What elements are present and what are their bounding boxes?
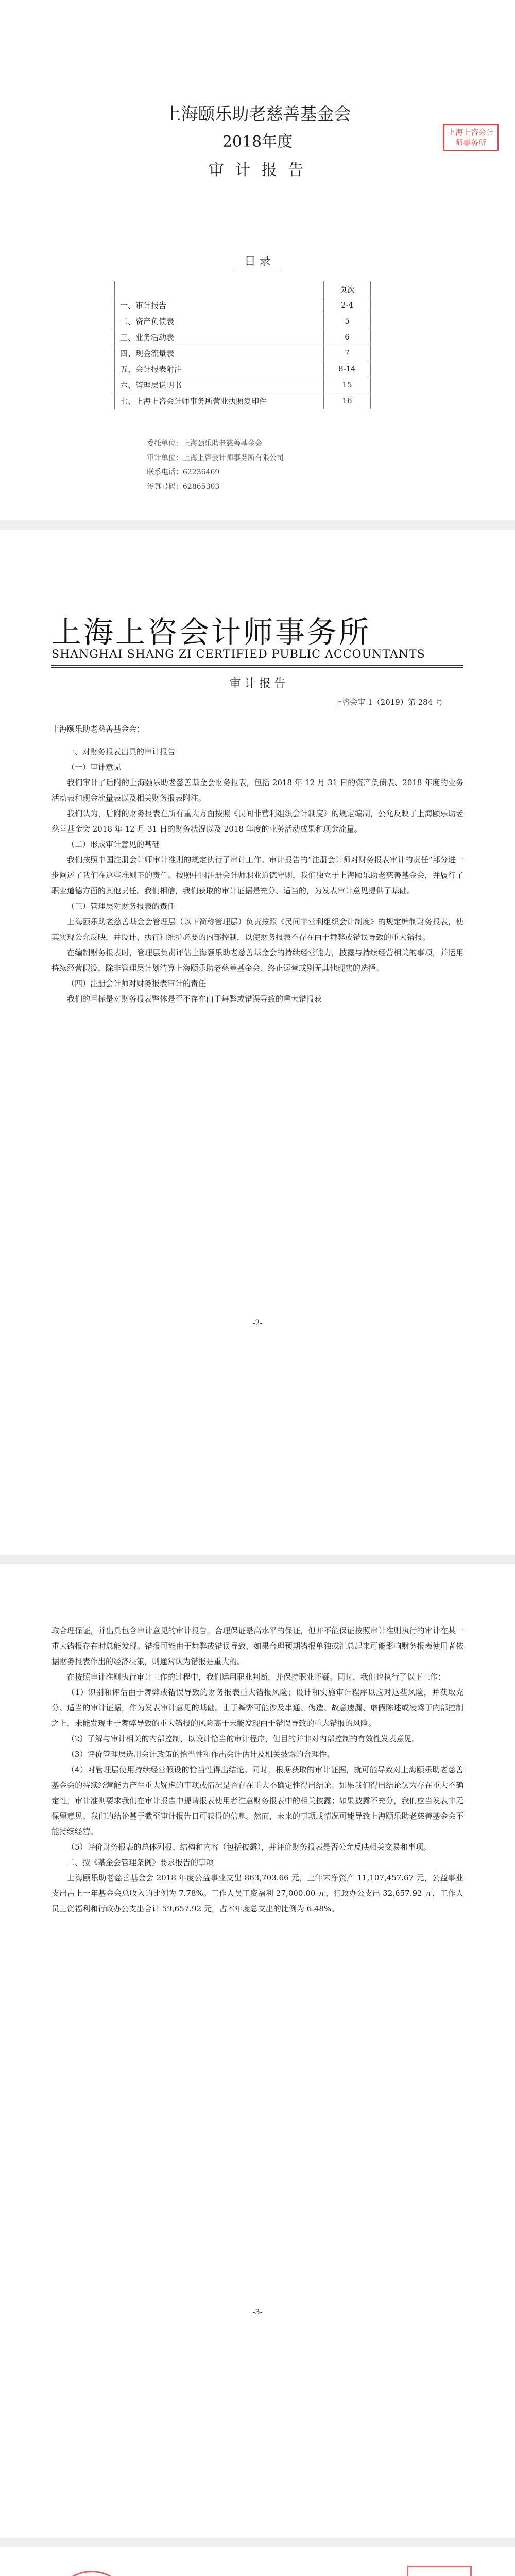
- body-paragraph: 在按照审计准则执行审计工作的过程中，我们运用职业判断，并保持职业怀疑。同时，我们也执行了以下工作：: [67, 1672, 446, 1682]
- body-paragraph: 我们的目标是对财务报表整体是否不存在由于舞弊或错误导致的重大错报获: [67, 994, 322, 1004]
- cpa-stamp-1: [407, 2566, 472, 2576]
- auditor-line: 审计单位：上海上咨会计师事务所有限公司: [147, 454, 284, 462]
- firm-name-en: SHANGHAI SHANG ZI CERTIFIED PUBLIC ACCOUNTANTS: [52, 648, 425, 661]
- page-separator: [0, 520, 515, 530]
- toc-row[interactable]: 五、会计报表附注 8-14: [115, 361, 371, 377]
- body-paragraph: 取合理保证，并出具包含审计意见的审计报告。合理保证是高水平的保证，但并不能保证按照审计准则执行的审计在某一重大错报存在时总能发现。错报可能由于舞弊或错误导致，如果合理预期错报单独或汇总起来可能影响财务报表使用者依据财务报表作出的经济决策，则通常认为错报是重大的。: [52, 1626, 464, 1666]
- report-paragraphs-1: [52, 744, 464, 1007]
- section-heading: 一、对财务报表出具的审计报告: [67, 747, 176, 756]
- toc-row[interactable]: 六、管理层说明书 15: [115, 377, 371, 393]
- firm-name-cn: 上海上咨会计师事务所: [52, 615, 371, 650]
- toc-header-page: 页次: [324, 281, 371, 297]
- toc-header-row: [115, 281, 371, 297]
- body-paragraph: 我们审计了后附的上海颐乐助老慈善基金会财务报表，包括 2018 年 12 月 31 日的资产负债表、2018 年度的业务活动表和现金流量表以及相关财务报表附注。: [52, 778, 464, 803]
- body-paragraph: （2）了解与审计相关的内部控制，以设计恰当的审计程序，但目的并非对内部控制的有效性发表意见。: [67, 1734, 420, 1743]
- section-heading: （一）审计意见: [67, 762, 122, 772]
- phone-line: 联系电话：62236469: [147, 468, 220, 477]
- page-separator: [0, 1555, 515, 1564]
- report-year: 2018年度: [222, 133, 293, 151]
- report-body-2: [52, 1623, 464, 1917]
- report-paragraphs-2: [52, 1623, 464, 1917]
- body-paragraph: 上海颐乐助老慈善基金会管理层（以下简称管理层）负责按照《民间非营利组织会计制度》的规定编制财务报表，使其实现公允反映，并设计、执行和维护必要的内部控制，以使财务报表不存在由于舞弊或错误导致的重大错报。: [52, 917, 464, 942]
- body-paragraph: 上海颐乐助老慈善基金会 2018 年度公益事业支出 863,703.66 元，上年末净资产 11,107,457.67 元，公益事业支出占上一年基金会总收入的比例为 7.78%。工作人员工资福利 27,000.00 元，行政办公支出 32,657.92 元，工作人员工资福利和行政办公支出合计 59,657.92 元，占本年度总支出的比例为 6.48%。: [52, 1873, 464, 1913]
- audit-report-title: 审 计 报 告: [229, 677, 286, 690]
- body-paragraph: 我们按照中国注册会计师审计准则的规定执行了审计工作。审计报告的“注册会计师对财务报表审计的责任”部分进一步阐述了我们在这些准则下的责任。按照中国注册会计师职业道德守则，我们独立于上海颐乐助老慈善基金会，并履行了职业道德方面的其他责任。我们相信，我们获取的审计证据是充分、适当的，为发表审计意见提供了基础。: [52, 855, 464, 895]
- toc-row[interactable]: 七、上海上咨会计师事务所营业执照复印件 16: [115, 393, 371, 409]
- report-body-1: [52, 721, 464, 1007]
- toc-row[interactable]: 三、业务活动表 6: [115, 329, 371, 345]
- body-paragraph: （4）对管理层使用持续经营假设的恰当性得出结论。同时，根据获取的审计证据，就可能导致对上海颐乐助老慈善基金会的持续经营能力产生重大疑虑的事项或情况是否存在重大不确定性得出结论。如果我们得出结论认为存在重大不确定性，审计准则要求我们在审计报告中提请报表使用者注意财务报表中的相关披露；如果披露不充分，我们应当发表非无保留意见。我们的结论基于截至审计报告日可获得的信息。然而，未来的事项或情况可能导致上海颐乐助老慈善基金会不能持续经营。: [52, 1765, 464, 1836]
- letterhead-rule: [52, 665, 464, 666]
- addressee: 上海颐乐助老慈善基金会：: [52, 724, 145, 734]
- page-separator: [0, 2538, 515, 2547]
- cover-stamp: 上海上咨会计师事务所: [443, 124, 499, 151]
- toc-row[interactable]: 一、审计报告 2-4: [115, 297, 371, 313]
- section-heading: （三）管理层对财务报表的责任: [67, 902, 176, 911]
- body-paragraph: （3）评价管理层选用会计政策的恰当性和作出会计估计及相关披露的合理性。: [67, 1750, 335, 1759]
- letterhead-rule-thin: [52, 667, 464, 668]
- body-paragraph: （5）评价财务报表的总体列报、结构和内容（包括披露），并评价财务报表是否公允反映相关交易和事项。: [67, 1842, 432, 1852]
- page-number: -2-: [252, 1319, 263, 1327]
- toc-caption: 目 录: [244, 255, 271, 268]
- toc-table: [114, 281, 371, 409]
- fax-line: 传真号码：62865303: [147, 483, 220, 491]
- report-title: 审 计 报 告: [208, 161, 307, 179]
- section-heading: 二、按《基金会管理条例》要求报告的事项: [67, 1858, 214, 1867]
- body-paragraph: （1）识别和评估由于舞弊或错误导致的财务报表重大错报风险；设计和实施审计程序以应对这些风险，并获取充分、适当的审计证据，作为发表审计意见的基础。由于舞弊可能涉及串通、伪造、故意遗漏、虚假陈述或凌驾于内部控制之上，未能发现由于舞弊导致的重大错报的风险高于未能发现由于错误导致的重大错报的风险。: [52, 1688, 464, 1728]
- org-name: 上海颐乐助老慈善基金会: [164, 104, 351, 124]
- body-paragraph: 在编制财务报表时，管理层负责评估上海颐乐助老慈善基金会的持续经营能力，披露与持续经营相关的事项，并运用持续经营假设，除非管理层计划清算上海颐乐助老慈善基金会、终止运营或别无其他现实的选择。: [52, 948, 464, 973]
- cover-page: [0, 0, 515, 520]
- report-number: 上咨会审 1（2019）第 284 号: [334, 698, 443, 707]
- toc-row[interactable]: 四、现金流量表 7: [115, 345, 371, 361]
- section-heading: （二）形成审计意见的基础: [67, 840, 160, 849]
- toc-row[interactable]: 二、资产负债表 5: [115, 313, 371, 329]
- client-line: 委托单位：上海颐乐助老慈善基金会: [147, 439, 262, 448]
- section-heading: （四）注册会计师对财务报表审计的责任: [67, 979, 207, 988]
- page-number: -3-: [252, 2308, 263, 2316]
- body-paragraph: 我们认为，后附的财务报表在所有重大方面按照《民间非营利组织会计制度》的规定编制，公允反映了上海颐乐助老慈善基金会 2018 年 12 月 31 日的财务状况以及 2018 年度的业务活动成果和现金流量。: [52, 809, 464, 834]
